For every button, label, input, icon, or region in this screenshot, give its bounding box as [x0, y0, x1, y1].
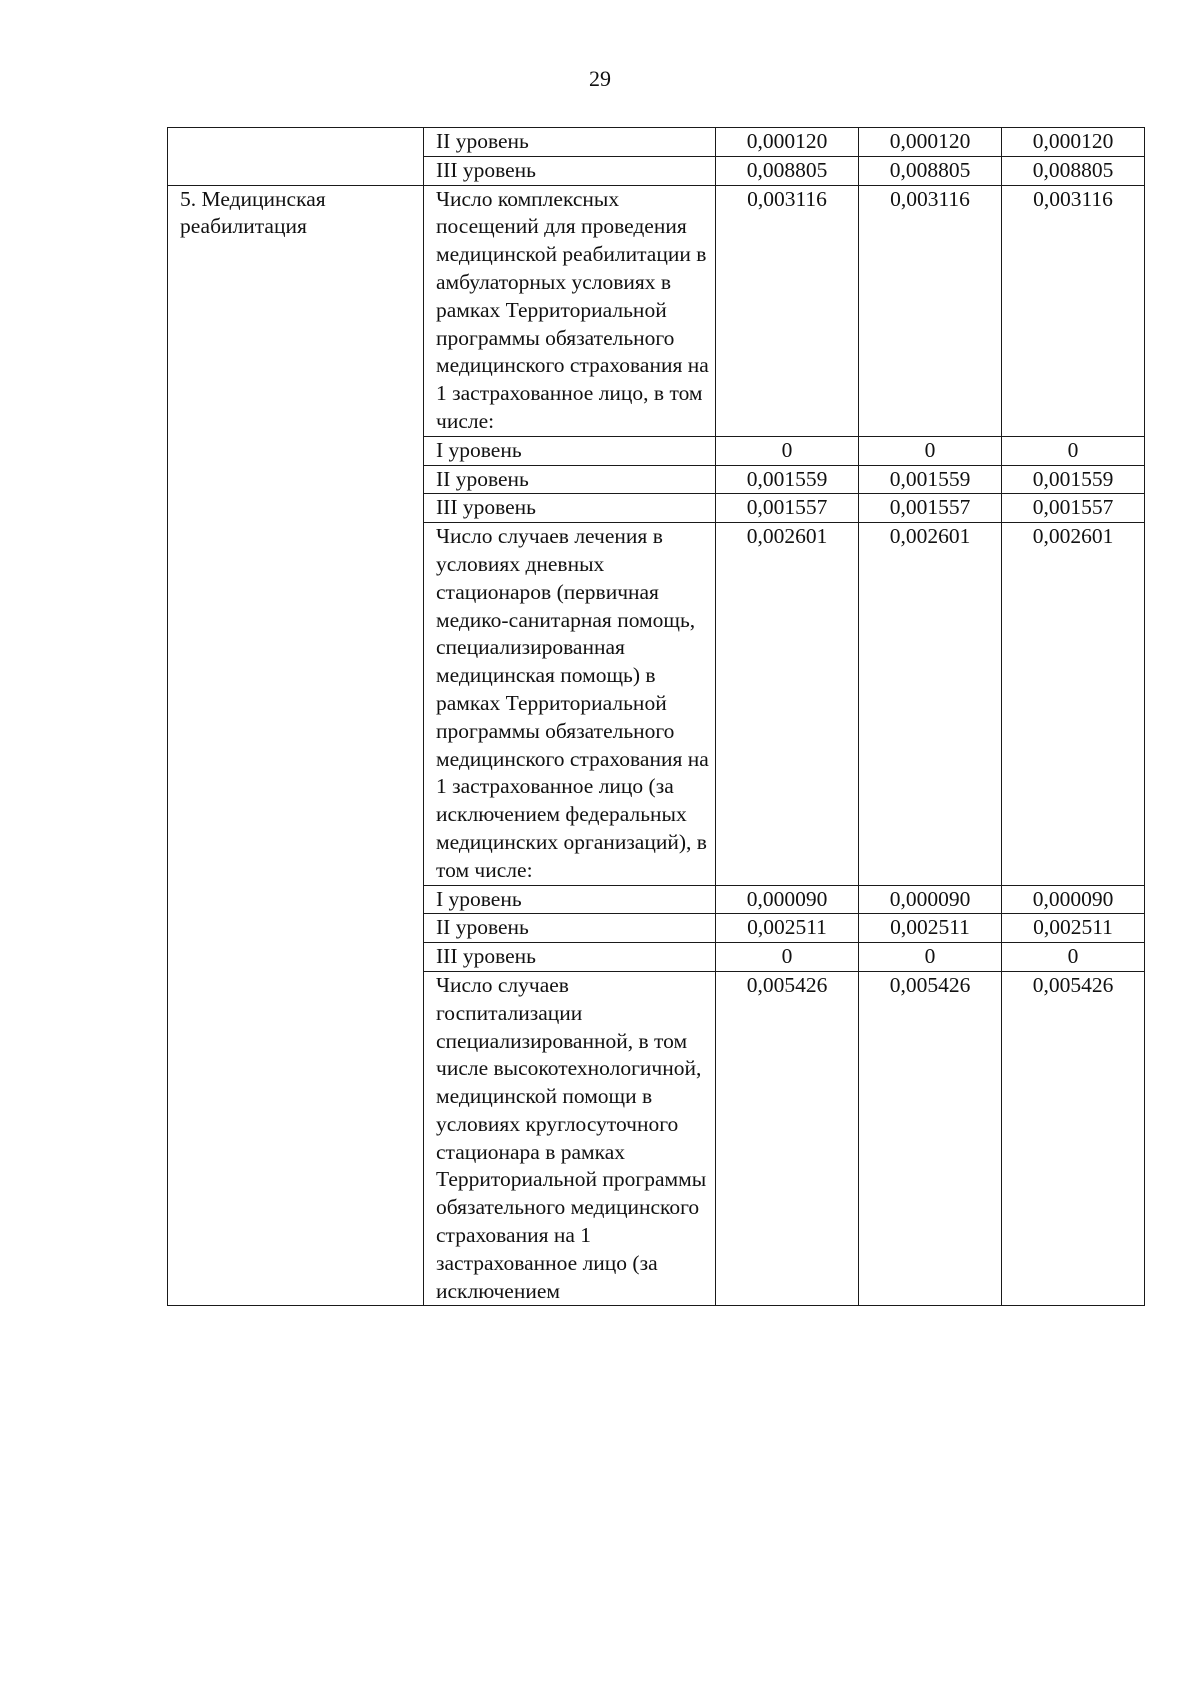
value-cell: 0,000090	[1002, 885, 1145, 914]
section-title: 5. Медицинская реабилитация	[168, 185, 424, 1306]
row-label: Число случаев госпитализации специализированной, в том числе высокотехнологичной, медицинской помощи в условиях круглосуточного стационара в рамках Территориальной программы обязательного медицинского страхования на 1 застрахованное лицо (за исключением	[424, 971, 716, 1306]
row-label: II уровень	[424, 465, 716, 494]
page-number: 29	[589, 66, 611, 91]
row-label: I уровень	[424, 436, 716, 465]
section-cell-empty	[168, 128, 424, 186]
value-cell: 0,001557	[1002, 494, 1145, 523]
value-cell: 0,003116	[859, 185, 1002, 436]
value-cell: 0,000090	[859, 885, 1002, 914]
value-cell: 0,002601	[1002, 523, 1145, 885]
value-cell: 0	[859, 943, 1002, 972]
table-row	[168, 185, 1145, 436]
value-cell: 0,001557	[716, 494, 859, 523]
value-cell: 0	[1002, 436, 1145, 465]
value-cell: 0,001557	[859, 494, 1002, 523]
value-cell: 0,000120	[1002, 128, 1145, 157]
row-label: III уровень	[424, 943, 716, 972]
row-label: II уровень	[424, 128, 716, 157]
value-cell: 0,002601	[859, 523, 1002, 885]
value-cell: 0,002511	[1002, 914, 1145, 943]
value-cell: 0,005426	[1002, 971, 1145, 1306]
row-label: II уровень	[424, 914, 716, 943]
value-cell: 0,000120	[716, 128, 859, 157]
row-label: III уровень	[424, 156, 716, 185]
value-cell: 0,002601	[716, 523, 859, 885]
row-label: Число комплексных посещений для проведения медицинской реабилитации в амбулаторных условиях в рамках Территориальной программы обязательного медицинского страхования на 1 застрахованное лицо, в том числе:	[424, 185, 716, 436]
row-label: I уровень	[424, 885, 716, 914]
value-cell: 0,005426	[716, 971, 859, 1306]
row-label: Число случаев лечения в условиях дневных стационаров (первичная медико-санитарная помощь, специализированная медицинская помощь) в рамках Территориальной программы обязательного медицинского страхования на 1 застрахованное лицо (за исключением федеральных медицинских организаций), в том числе:	[424, 523, 716, 885]
value-cell: 0,003116	[716, 185, 859, 436]
value-cell: 0,000090	[716, 885, 859, 914]
value-cell: 0,000120	[859, 128, 1002, 157]
value-cell: 0,008805	[716, 156, 859, 185]
value-cell: 0,002511	[859, 914, 1002, 943]
value-cell: 0	[716, 436, 859, 465]
value-cell: 0,003116	[1002, 185, 1145, 436]
value-cell: 0,008805	[859, 156, 1002, 185]
value-cell: 0,002511	[716, 914, 859, 943]
value-cell: 0	[716, 943, 859, 972]
value-cell: 0,001559	[859, 465, 1002, 494]
value-cell: 0	[859, 436, 1002, 465]
value-cell: 0,008805	[1002, 156, 1145, 185]
table-row	[168, 128, 1145, 157]
value-cell: 0,001559	[716, 465, 859, 494]
value-cell: 0	[1002, 943, 1145, 972]
data-table	[167, 127, 1145, 1306]
row-label: III уровень	[424, 494, 716, 523]
value-cell: 0,005426	[859, 971, 1002, 1306]
value-cell: 0,001559	[1002, 465, 1145, 494]
